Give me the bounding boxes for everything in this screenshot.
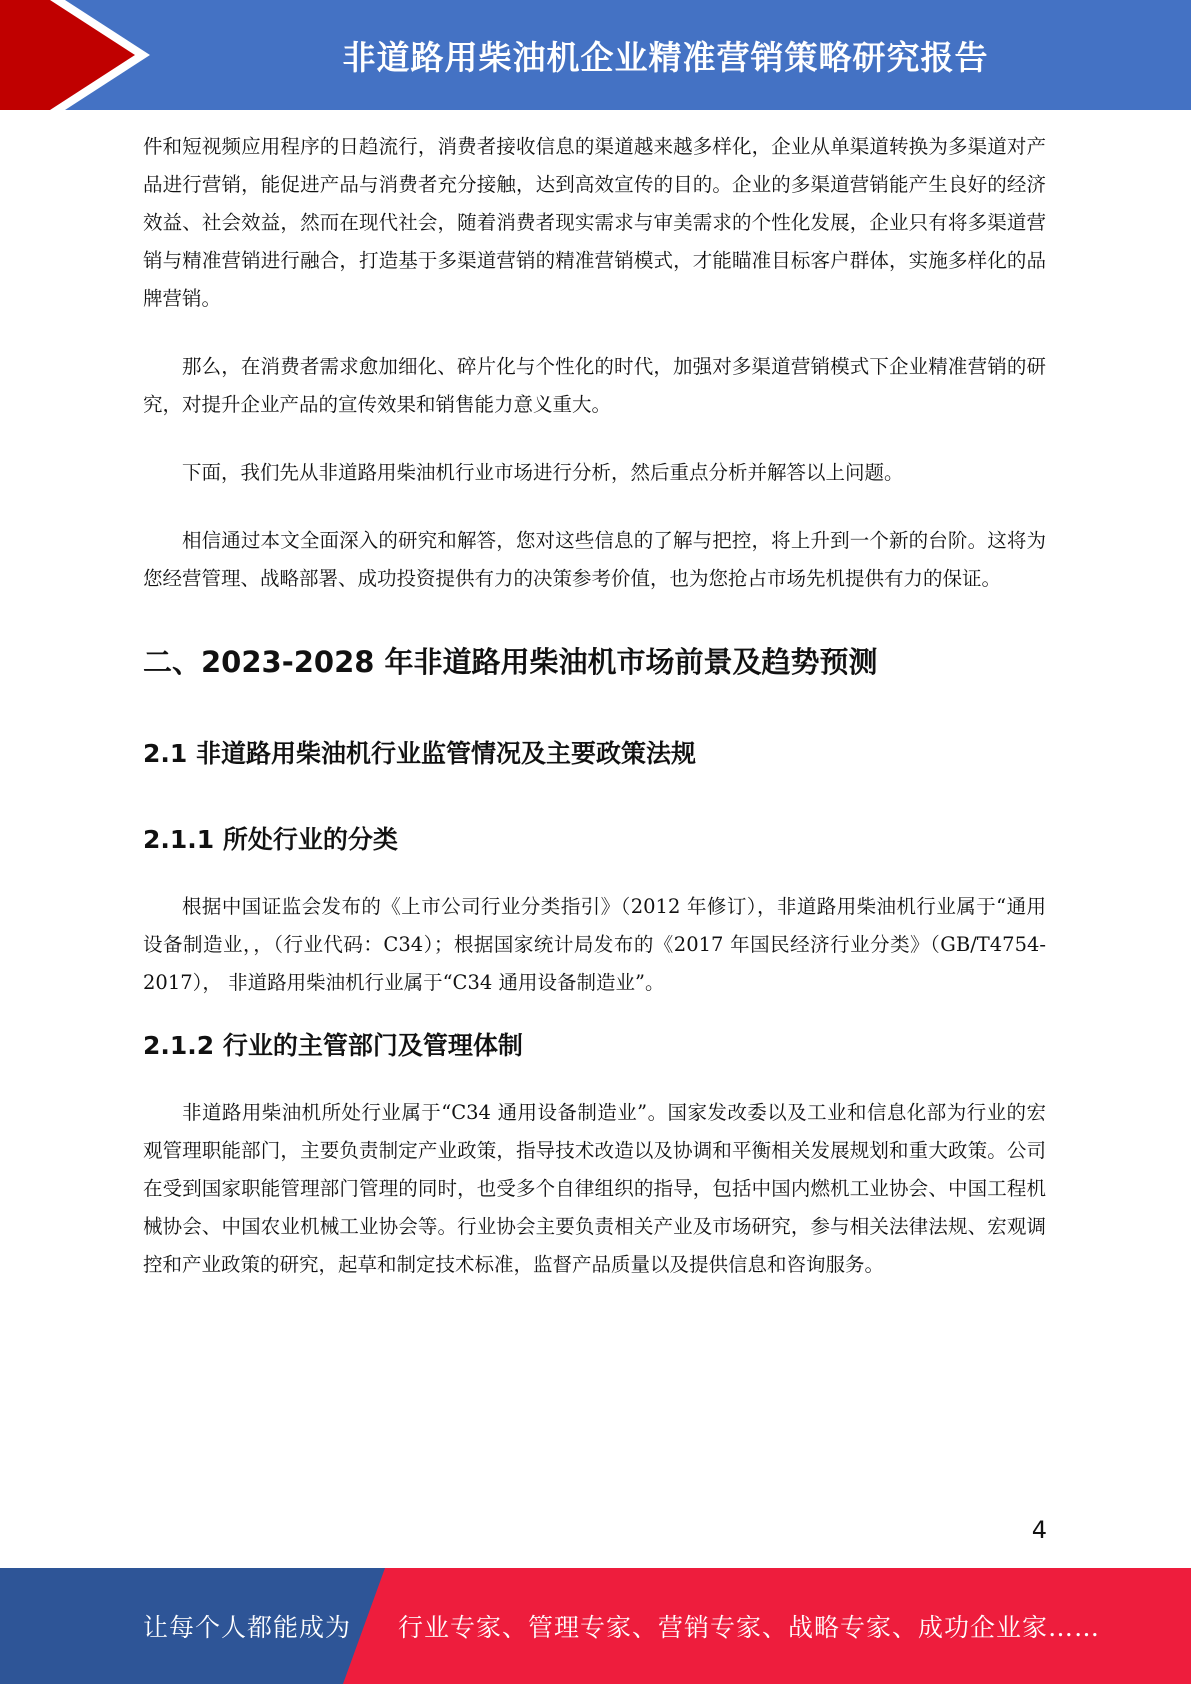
subsubsection-heading: 2.1.2 行业的主管部门及管理体制 <box>143 1031 523 1060</box>
subsection-heading: 2.1 非道路用柴油机行业监管情况及主要政策法规 <box>143 739 696 768</box>
document-body <box>143 128 1046 1284</box>
paragraph: 根据中国证监会发布的《上市公司行业分类指引》（2012 年修订），非道路用柴油机行业属于“通用设备制造业，，（行业代码：C34）；根据国家统计局发布的《2017 年国民经济行业分类》（GB/T4754-2017）， 非道路用柴油机行业属于“C34 通用设备制造业”。 <box>143 895 1046 994</box>
chevron-decoration-icon <box>0 0 160 110</box>
paragraph: 下面，我们先从非道路用柴油机行业市场进行分析，然后重点分析并解答以上问题。 <box>182 461 904 484</box>
footer-slogan-left: 让每个人都能成为 <box>143 1613 352 1642</box>
paragraph: 非道路用柴油机所处行业属于“C34 通用设备制造业”。国家发改委以及工业和信息化部为行业的宏观管理职能部门，主要负责制定产业政策，指导技术改造以及协调和平衡相关发展规划和重大政策。公司在受到国家职能管理部门管理的同时，也受多个自律组织的指导，包括中国内燃机工业协会、中国工程机械协会、中国农业机械工业协会等。行业协会主要负责相关产业及市场研究，参与相关法律法规、宏观调控和产业政策的研究，起草和制定技术标准，监督产品质量以及提供信息和咨询服务。 <box>143 1101 1046 1276</box>
paragraph: 相信通过本文全面深入的研究和解答，您对这些信息的了解与把控，将上升到一个新的台阶。这将为您经营管理、战略部署、成功投资提供有力的决策参考价值，也为您抢占市场先机提供有力的保证。 <box>143 529 1046 590</box>
page-footer <box>0 1568 1191 1684</box>
subsubsection-heading: 2.1.1 所处行业的分类 <box>143 825 398 854</box>
page-number: 4 <box>1031 1516 1047 1544</box>
page-header <box>0 0 1191 110</box>
paragraph-continuation: 件和短视频应用程序的日趋流行，消费者接收信息的渠道越来越多样化，企业从单渠道转换为多渠道对产品进行营销，能促进产品与消费者充分接触，达到高效宣传的目的。企业的多渠道营销能产生良好的经济效益、社会效益，然而在现代社会，随着消费者现实需求与审美需求的个性化发展，企业只有将多渠道营销与精准营销进行融合，打造基于多渠道营销的精准营销模式，才能瞄准目标客户群体，实施多样化的品牌营销。 <box>143 135 1046 310</box>
section-heading: 二、2023-2028 年非道路用柴油机市场前景及趋势预测 <box>143 645 878 679</box>
report-title: 非道路用柴油机企业精准营销策略研究报告 <box>342 37 989 77</box>
paragraph: 那么，在消费者需求愈加细化、碎片化与个性化的时代，加强对多渠道营销模式下企业精准营销的研究，对提升企业产品的宣传效果和销售能力意义重大。 <box>143 355 1046 416</box>
footer-slogan-right: 行业专家、管理专家、营销专家、战略专家、成功企业家…… <box>398 1613 1101 1642</box>
